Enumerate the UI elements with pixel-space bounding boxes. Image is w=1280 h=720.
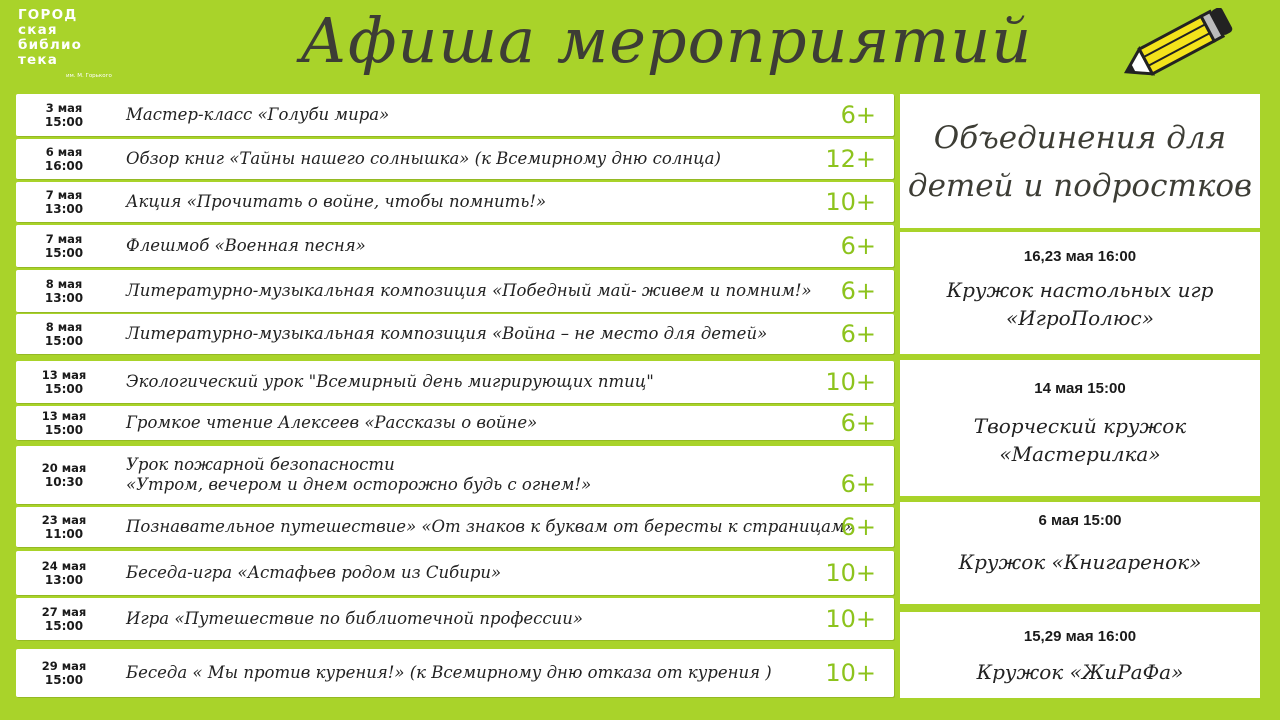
age-rating: 10+ — [825, 659, 876, 687]
event-title — [126, 563, 814, 583]
club-name-line-1: Кружок настольных игр — [946, 278, 1214, 302]
age-rating: 6+ — [840, 409, 876, 437]
event-time: 15:00 — [44, 673, 84, 687]
event-day: 20 мая — [41, 461, 87, 475]
event-date — [16, 277, 112, 305]
event-title — [126, 372, 814, 392]
club-name-line-2: «Мастерилка» — [999, 442, 1161, 466]
event-title-line-1: Познавательное путешествие» «От знаков к буквам от бересты к страницам» — [126, 517, 855, 536]
event-time: 15:00 — [44, 115, 84, 129]
age-rating: 6+ — [840, 232, 876, 260]
event-row — [16, 94, 894, 136]
event-title-line-1: Экологический урок "Всемирный день мигрирующих птиц" — [126, 372, 654, 391]
event-date — [16, 145, 112, 173]
club-name-line-1: Творческий кружок — [973, 414, 1187, 438]
event-time: 10:30 — [44, 475, 84, 489]
event-date — [16, 320, 112, 348]
event-row — [16, 551, 894, 595]
event-time: 15:00 — [44, 423, 84, 437]
event-row — [16, 182, 894, 222]
event-title-line-1: Литературно-музыкальная композиция «Война – не место для детей» — [126, 324, 768, 343]
event-title-line-1: Литературно-музыкальная композиция «Победный май- живем и помним!» — [126, 281, 812, 300]
event-title — [126, 192, 814, 212]
age-rating: 10+ — [825, 559, 876, 587]
event-title-line-1: Беседа-игра «Астафьев родом из Сибири» — [126, 563, 502, 582]
event-time: 11:00 — [44, 527, 84, 541]
event-date — [16, 368, 112, 396]
event-row — [16, 446, 894, 504]
age-rating: 6+ — [840, 101, 876, 129]
club-card — [900, 502, 1260, 604]
event-day: 27 мая — [41, 605, 87, 619]
age-rating: 6+ — [840, 513, 876, 541]
event-title — [126, 663, 814, 683]
event-time: 15:00 — [44, 382, 84, 396]
age-rating: 12+ — [825, 145, 876, 173]
event-title — [126, 281, 814, 301]
event-day: 8 мая — [45, 320, 83, 334]
club-name — [900, 548, 1260, 576]
event-date — [16, 101, 112, 129]
page-title: Афиша мероприятий — [300, 4, 1033, 77]
event-date — [16, 409, 112, 437]
club-name — [900, 412, 1260, 468]
club-name-line-2: «ИгроПолюс» — [1006, 306, 1154, 330]
event-row — [16, 270, 894, 312]
event-title-line-1: Обзор книг «Тайны нашего солнышка» (к Всемирному дню солнца) — [126, 149, 721, 168]
event-title-line-1: Акция «Прочитать о войне, чтобы помнить!» — [126, 192, 547, 211]
event-row — [16, 406, 894, 440]
pencil-icon — [1110, 8, 1240, 84]
event-day: 8 мая — [45, 277, 83, 291]
event-row — [16, 314, 894, 354]
event-title — [126, 413, 814, 433]
event-day: 13 мая — [41, 409, 87, 423]
logo-line-4: тека — [18, 52, 59, 68]
club-date: 15,29 мая 16:00 — [1023, 628, 1137, 645]
event-row — [16, 361, 894, 403]
age-rating: 10+ — [825, 605, 876, 633]
event-time: 13:00 — [44, 573, 84, 587]
event-title — [126, 236, 814, 256]
event-day: 24 мая — [41, 559, 87, 573]
logo-subtitle: им. М. Горького — [66, 73, 112, 79]
club-card — [900, 360, 1260, 496]
event-time: 15:00 — [44, 619, 84, 633]
club-name — [900, 658, 1260, 686]
event-title-line-1: Громкое чтение Алексеев «Рассказы о войне» — [126, 413, 538, 432]
event-title-line-1: Урок пожарной безопасности — [126, 455, 395, 474]
clubs-header — [900, 94, 1260, 228]
logo-line-1: ГОРОД — [18, 7, 78, 23]
event-date — [16, 605, 112, 633]
event-title — [126, 324, 814, 344]
event-day: 13 мая — [41, 368, 87, 382]
event-date — [16, 232, 112, 260]
event-row — [16, 139, 894, 179]
club-name — [900, 276, 1260, 332]
event-date — [16, 559, 112, 587]
clubs-header-line-1: Объединения для — [933, 120, 1227, 156]
event-row — [16, 225, 894, 267]
event-row — [16, 598, 894, 640]
event-title — [126, 517, 855, 537]
event-date — [16, 659, 112, 687]
event-day: 6 мая — [45, 145, 83, 159]
event-title-line-1: Мастер-класс «Голуби мира» — [126, 105, 390, 124]
event-time: 13:00 — [44, 291, 84, 305]
event-row — [16, 507, 894, 547]
event-time: 15:00 — [44, 246, 84, 260]
event-title-line-1: Беседа « Мы против курения!» (к Всемирному дню отказа от курения ) — [126, 663, 772, 682]
clubs-header-line-2: детей и подростков — [907, 168, 1253, 204]
event-title — [126, 105, 814, 125]
event-day: 29 мая — [41, 659, 87, 673]
event-time: 16:00 — [44, 159, 84, 173]
event-time: 15:00 — [44, 334, 84, 348]
event-title — [126, 149, 814, 169]
age-rating: 6+ — [840, 277, 876, 305]
logo-line-2: ская — [18, 22, 58, 38]
event-day: 3 мая — [45, 101, 83, 115]
event-title-line-1: Игра «Путешествие по библиотечной профессии» — [126, 609, 583, 628]
age-rating: 6+ — [840, 320, 876, 348]
club-name-line-1: Кружок «ЖиРаФа» — [976, 660, 1184, 684]
club-name-line-1: Кружок «Книгаренок» — [958, 550, 1202, 574]
event-title — [126, 609, 814, 629]
library-logo — [18, 8, 110, 88]
club-date: 16,23 мая 16:00 — [1023, 248, 1137, 265]
event-date — [16, 461, 112, 489]
age-rating: 10+ — [825, 188, 876, 216]
event-day: 23 мая — [41, 513, 87, 527]
event-time: 13:00 — [44, 202, 84, 216]
event-title-line-1: Флешмоб «Военная песня» — [126, 236, 366, 255]
club-card — [900, 232, 1260, 354]
event-title-line-2: «Утром, вечером и днем осторожно будь с огнем!» — [126, 475, 592, 494]
age-rating: 10+ — [825, 368, 876, 396]
event-day: 7 мая — [45, 232, 83, 246]
logo-line-3: библио — [18, 37, 83, 53]
event-day: 7 мая — [45, 188, 83, 202]
club-date: 6 мая 15:00 — [1038, 512, 1122, 529]
event-row — [16, 649, 894, 697]
club-date: 14 мая 15:00 — [1034, 380, 1126, 397]
event-date — [16, 188, 112, 216]
event-date — [16, 513, 112, 541]
event-title — [126, 455, 814, 495]
club-card — [900, 612, 1260, 698]
age-rating: 6+ — [840, 470, 876, 499]
